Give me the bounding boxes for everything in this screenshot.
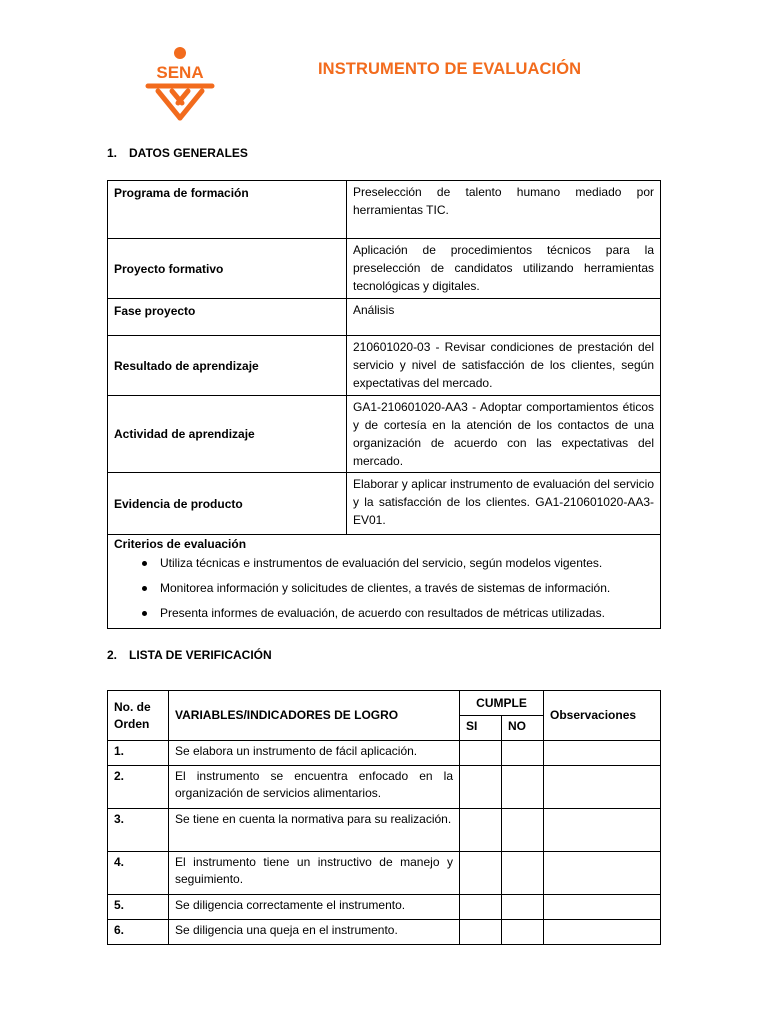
row-number: 6.: [108, 920, 169, 945]
si-cell[interactable]: [460, 766, 502, 809]
header-order: No. de Orden: [108, 691, 169, 741]
section-2-number: 2.: [107, 648, 118, 662]
si-cell[interactable]: [460, 809, 502, 852]
criteria-item: Monitorea información y solicitudes de clientes, a través de sistemas de información.: [114, 576, 654, 601]
header-row: [108, 691, 661, 716]
row-number: 5.: [108, 895, 169, 920]
row-value: Elaborar y aplicar instrumento de evaluación del servicio y la satisfacción de los clientes. GA1-210601020-AA3-EV01.: [347, 473, 661, 535]
row-number: 1.: [108, 741, 169, 766]
row-number: 4.: [108, 852, 169, 895]
row-value: GA1-210601020-AA3 - Adoptar comportamientos éticos y de cortesía en la atención de los contactos de una organización de acuerdo con las expectativas del mercado.: [347, 396, 661, 473]
criteria-row: [108, 535, 661, 629]
header-si: SI: [460, 716, 502, 741]
section-1-number: 1.: [107, 146, 118, 160]
observations-cell[interactable]: [544, 809, 661, 852]
row-indicator: Se tiene en cuenta la normativa para su realización.: [169, 809, 460, 852]
section-2-title: LISTA DE VERIFICACIÓN: [129, 648, 272, 662]
observations-cell[interactable]: [544, 920, 661, 945]
section-2-heading: [107, 648, 272, 662]
table-row: [108, 299, 661, 336]
table-row: [108, 766, 661, 809]
sena-logo-icon: [142, 44, 222, 124]
table-row: [108, 336, 661, 396]
no-cell[interactable]: [502, 852, 544, 895]
document-title: INSTRUMENTO DE EVALUACIÓN: [318, 60, 582, 78]
table-row: [108, 852, 661, 895]
criteria-item: Presenta informes de evaluación, de acuerdo con resultados de métricas utilizadas.: [114, 601, 654, 626]
no-cell[interactable]: [502, 809, 544, 852]
row-number: 3.: [108, 809, 169, 852]
no-cell[interactable]: [502, 741, 544, 766]
header-no: NO: [502, 716, 544, 741]
si-cell[interactable]: [460, 895, 502, 920]
header-observaciones: Observaciones: [544, 691, 661, 741]
criteria-list: [114, 551, 654, 626]
row-value: Preselección de talento humano mediado por herramientas TIC.: [347, 181, 661, 239]
si-cell[interactable]: [460, 741, 502, 766]
row-indicator: Se diligencia correctamente el instrumento.: [169, 895, 460, 920]
row-label: Actividad de aprendizaje: [108, 396, 347, 473]
no-cell[interactable]: [502, 920, 544, 945]
no-cell[interactable]: [502, 766, 544, 809]
row-value: Análisis: [347, 299, 661, 336]
si-cell[interactable]: [460, 852, 502, 895]
row-indicator: El instrumento se encuentra enfocado en la organización de servicios alimentarios.: [169, 766, 460, 809]
row-value: Aplicación de procedimientos técnicos para la preselección de candidatos utilizando herramientas tecnológicas y digitales.: [347, 239, 661, 299]
row-label: Fase proyecto: [108, 299, 347, 336]
checklist-table: [107, 690, 661, 945]
table-row: [108, 920, 661, 945]
observations-cell[interactable]: [544, 741, 661, 766]
row-label: Evidencia de producto: [108, 473, 347, 535]
header-cumple: CUMPLE: [460, 691, 544, 716]
table-row: [108, 239, 661, 299]
row-number: 2.: [108, 766, 169, 809]
observations-cell[interactable]: [544, 766, 661, 809]
criteria-title: Criterios de evaluación: [114, 537, 247, 551]
table-row: [108, 473, 661, 535]
row-label: Programa de formación: [108, 181, 347, 239]
observations-cell[interactable]: [544, 895, 661, 920]
row-indicator: Se elabora un instrumento de fácil aplicación.: [169, 741, 460, 766]
table-row: [108, 396, 661, 473]
section-1-title: DATOS GENERALES: [129, 146, 248, 160]
row-indicator: Se diligencia una queja en el instrumento.: [169, 920, 460, 945]
table-row: [108, 181, 661, 239]
row-label: Proyecto formativo: [108, 239, 347, 299]
no-cell[interactable]: [502, 895, 544, 920]
sena-logo: [142, 44, 222, 124]
table-row: [108, 741, 661, 766]
general-data-table: [107, 180, 661, 629]
observations-cell[interactable]: [544, 852, 661, 895]
row-indicator: El instrumento tiene un instructivo de manejo y seguimiento.: [169, 852, 460, 895]
criteria-item: Utiliza técnicas e instrumentos de evaluación del servicio, según modelos vigentes.: [114, 551, 654, 576]
row-label: Resultado de aprendizaje: [108, 336, 347, 396]
criteria-cell: [108, 535, 661, 629]
si-cell[interactable]: [460, 920, 502, 945]
svg-text:SENA: SENA: [156, 63, 204, 82]
table-row: [108, 809, 661, 852]
section-1-heading: [107, 146, 248, 160]
row-value: 210601020-03 - Revisar condiciones de prestación del servicio y nivel de satisfacción de los clientes, según expectativas del mercado.: [347, 336, 661, 396]
header-variables: VARIABLES/INDICADORES DE LOGRO: [169, 691, 460, 741]
table-row: [108, 895, 661, 920]
